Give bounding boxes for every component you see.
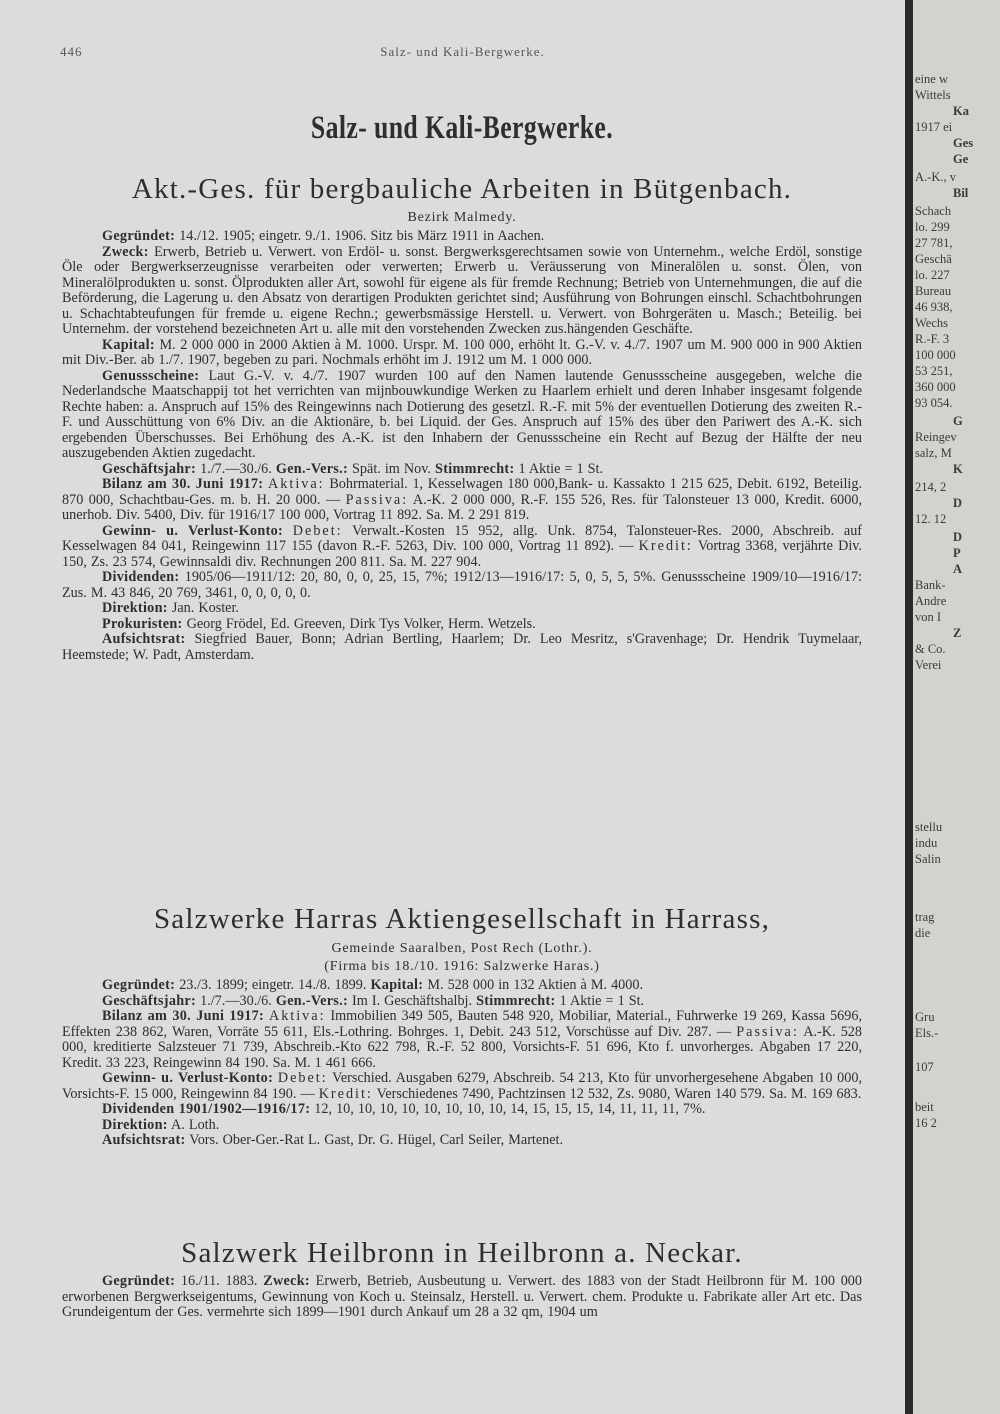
next-page-fragment: G [953, 414, 963, 428]
founded-text: 14./12. 1905; eingetr. 9./1. 1906. Sitz bis März 1911 in Aachen. [175, 228, 545, 244]
fiscal-year-label: Geschäftsjahr: [102, 460, 197, 477]
running-head [60, 44, 865, 62]
purpose-label: Zweck: [263, 1273, 310, 1289]
supervisory-board-label: Aufsichtsrat: [102, 1132, 186, 1148]
capital-text: M. 528 000 in 132 Aktien à M. 4000. [423, 977, 644, 993]
supervisory-board-label: Aufsichtsrat: [102, 631, 186, 647]
supervisory-board-text: Vors. Ober-Ger.-Rat L. Gast, Dr. G. Hügel, Carl Seiler, Martenet. [185, 1132, 564, 1148]
fiscal-year-paragraph [62, 462, 862, 478]
next-page-fragment: Ge [953, 152, 969, 166]
next-page-fragment: R.-F. 3 [915, 332, 950, 346]
entry-title: Akt.-Ges. für bergbauliche Arbeiten in Bütgenbach. [131, 173, 793, 205]
management-text: Jan. Koster. [167, 600, 239, 616]
credit-label: Kredit: [638, 538, 693, 554]
credit-text: Vortrag 3368, verjährte Div. 150, Zs. 23 574, Gewinnsaldi div. Rechnungen 200 811. Sa. M. 227 904. [62, 538, 862, 570]
entry-subtitle-former-name: (Firma bis 18./10. 1916: Salzwerke Haras.) [324, 959, 600, 974]
purpose-text: Erwerb, Betrieb u. Verwert. von Erdöl- u. sonst. Bergwerksgerechtsamen sowie von Unternehm., welche Erdöl, sonstige Öle oder Bergwerkserzeugnisse verarbeiten oder verwerten; Erwerb u. Veräusserung von Mineralölen u. sonst. Ölen, von Mineralölprodukten u. sonst. Ölprodukten aller Art, sowohl für eigene als für fremde Rechnung; Betrieb von Unternehmungen, die auf die Beförderung, die Lagerung u. den Absatz von derartigen Produkten gerichtet sind; Ausführung von Bohrungen einschl. Schachtbohrungen u. Schachtabteufungen für fremde u. eigene Rechn.; gewerbsmässige Herstell. u. Verwert. von Bohrgeräten u. Masch.; Beteilig. bei Unternehm. der vorstehend bezeichneten Art u. alle mit den vorstehenden Zwecken zus.hängenden Geschäfte. [62, 243, 862, 337]
next-page-fragment: A [953, 562, 963, 576]
running-title: Salz- und Kali-Bergwerke. [380, 44, 545, 59]
founded-label: Gegründet: [102, 1273, 176, 1289]
next-page-fragment: P [953, 546, 961, 560]
book-gutter [905, 0, 913, 1414]
entry-heilbronn [62, 1236, 862, 1321]
fiscal-year-paragraph [62, 994, 862, 1010]
next-page-fragment: stellu [915, 820, 943, 834]
entry-title: Salzwerke Harras Aktiengesellschaft in Harrass, [153, 903, 771, 935]
adjacent-page-edge [913, 0, 1000, 1414]
next-page-fragment: Ges [953, 136, 974, 150]
next-page-fragment: Bureau [915, 284, 952, 298]
capital-text: M. 2 000 000 in 2000 Aktien à M. 1000. Urspr. M. 100 000, erhöht lt. G.-V. v. 4./7. 1907 um M. 900 000 in 900 Aktien mit Div.-Ber. ab 1./7. 1907, begeben zu pari. Nochmals erhöht im J. 1912 um M. 1 000 000. [62, 336, 862, 368]
authorized-officers-paragraph [62, 617, 862, 633]
next-page-fragment: von I [915, 610, 942, 624]
next-page-fragment: 27 781, [915, 236, 953, 250]
general-meeting-text: Spät. im Nov. [348, 460, 435, 477]
dividends-label: Dividenden 1901/1902—1916/17: [102, 1101, 311, 1117]
dividends-text: 1905/06—1911/12: 20, 80, 0, 0, 25, 15, 7%; 1912/13—1916/17: 5, 0, 5, 5, 5%. Genussscheine 1909/10—1916/17: Zus. M. 43 846, 20 769, 3461, 0, 0, 0, 0, 0. [62, 569, 862, 601]
entry-buetgenbach [62, 172, 862, 663]
entry-subtitle: Bezirk Malmedy. [407, 210, 517, 225]
fiscal-year-text: 1./7.—30./6. [196, 460, 276, 477]
page-number: 446 [60, 44, 83, 59]
section-title: Salz- und Kali-Bergwerke. [310, 110, 614, 146]
general-meeting-label: Gen.-Vers.: [275, 460, 348, 477]
next-page-fragment: eine w [915, 72, 948, 86]
general-meeting-text: Im I. Geschäftshalbj. [348, 992, 477, 1009]
assets-text: Immobilien 349 505, Bauten 548 920, Mobiliar, Material., Fuhrwerke 19 269, Kassa 5696, Effekten 238 862, Waren, Vorräte 55 611, Els.-Lothring. Bohrges. 1, Debit. 243 512, Vorschüsse auf Div. 287. — [62, 1008, 863, 1040]
next-page-fragment: Gru [915, 1010, 935, 1024]
next-page-fragment: Salin [915, 852, 941, 866]
management-label: Direktion: [102, 600, 168, 616]
entry-title: Salzwerk Heilbronn in Heilbronn a. Neckar. [181, 1237, 743, 1269]
entry-subtitle: Gemeinde Saaralben, Post Rech (Lothr.). [331, 941, 593, 956]
liabilities-label: Passiva: [345, 491, 409, 508]
next-page-fragment: & Co. [915, 642, 946, 656]
next-page-fragment: 214, 2 [915, 480, 947, 494]
capital-paragraph [62, 338, 862, 369]
dividends-text: 12, 10, 10, 10, 10, 10, 10, 10, 10, 14, 15, 15, 15, 14, 11, 11, 11, 7%. [310, 1101, 706, 1117]
founded-purpose-paragraph [62, 1274, 862, 1321]
founded-label: Gegründet: [102, 977, 176, 993]
credit-label: Kredit: [318, 1085, 373, 1102]
next-page-fragment: Ka [953, 104, 969, 118]
debit-label: Debet: [277, 1070, 328, 1086]
next-page-fragment: Bank- [915, 578, 946, 592]
profit-loss-paragraph [62, 1071, 862, 1102]
balance-label: Bilanz am 30. Juni 1917: [102, 1008, 265, 1024]
founded-text: 23./3. 1899; eingetr. 14./8. 1899. [175, 977, 371, 993]
next-page-fragment: K [953, 462, 963, 476]
founded-label: Gegründet: [102, 228, 176, 244]
management-paragraph [62, 601, 862, 617]
profit-loss-label: Gewinn- u. Verlust-Konto: [102, 1070, 274, 1086]
founded-paragraph [62, 978, 862, 994]
dividends-label: Dividenden: [102, 569, 180, 585]
assets-text: Bohrmaterial. 1, Kesselwagen 180 000,Bank- u. Kassakto 1 215 625, Debit. 6192, Beteilig. 870 000, Schachtbau-Ges. m. b. H. 20 000. — [62, 476, 863, 508]
supervisory-board-paragraph [62, 632, 862, 663]
participation-certificates-paragraph [62, 369, 862, 462]
purpose-paragraph [62, 245, 862, 338]
balance-label: Bilanz am 30. Juni 1917: [102, 476, 264, 492]
fiscal-year-text: 1./7.—30./6. [196, 992, 276, 1009]
assets-label: Aktiva: [268, 476, 325, 492]
next-page-fragment: beit [915, 1100, 934, 1114]
next-page-fragment: 12. 12 [915, 512, 947, 526]
debit-label: Debet: [292, 522, 343, 539]
next-page-fragment: Wittels [915, 88, 951, 102]
profit-loss-label: Gewinn- u. Verlust-Konto: [102, 522, 284, 539]
next-page-fragment: 360 000 [915, 380, 956, 394]
management-paragraph [62, 1118, 862, 1134]
profit-loss-paragraph [62, 524, 862, 571]
authorized-officers-label: Prokuristen: [102, 615, 183, 632]
credit-text: Verschiedenes 7490, Pachtzinsen 12 532, Zs. 9080, Waren 140 579. Sa. M. 169 683. [372, 1085, 862, 1102]
next-page-fragment: Andre [915, 594, 947, 608]
authorized-officers-text: Georg Frödel, Ed. Greeven, Dirk Tys Volker, Herm. Wetzels. [182, 615, 536, 632]
next-page-fragment: Z [953, 626, 962, 640]
dividends-paragraph [62, 1102, 862, 1118]
next-page-fragment: D [953, 496, 963, 510]
founded-paragraph [62, 229, 862, 245]
voting-right-label: Stimmrecht: [435, 460, 515, 477]
next-page-fragment: 100 000 [915, 348, 956, 362]
liabilities-label: Passiva: [736, 1023, 799, 1040]
section-title-block [62, 108, 862, 148]
next-page-fragment: A.-K., v [915, 170, 956, 184]
voting-right-text: 1 Aktie = 1 St. [514, 460, 604, 477]
next-page-fragment: Geschä [915, 252, 952, 266]
next-page-fragment: Reingev [915, 430, 957, 444]
next-page-fragment: indu [915, 836, 938, 850]
next-page-fragment: lo. 299 [915, 220, 950, 234]
purpose-text: Erwerb, Betrieb, Ausbeutung u. Verwert. des 1883 von der Stadt Heilbronn für M. 100 000 erworbenen Bergwerkseigentums, Gewinnung von Koch u. Steinsalz, Herstell. u. Verwert. chem. Produkte u. Fabrikate aller Art etc. Das Grundeigentum der Ges. vermehrte sich 1899—1901 durch Ankauf um 28 a 32 qm, 1904 um [62, 1273, 862, 1320]
next-page-fragment: D [953, 530, 963, 544]
debit-text: Verwalt.-Kosten 15 952, allg. Unk. 8754, Talonsteuer-Res. 2000, Abschreib. auf Kesselwagen 84 041, Reingewinn 117 155 (davon R.-F. 5263, Div. 100 000, Vortrag 11 892). — [62, 522, 863, 554]
founded-text: 16./11. 1883. [175, 1273, 264, 1289]
general-meeting-label: Gen.-Vers.: [275, 992, 348, 1009]
entry-harras [62, 902, 862, 1149]
participation-certificates-label: Genussscheine: [102, 367, 200, 384]
fiscal-year-label: Geschäftsjahr: [102, 992, 197, 1009]
supervisory-board-text: Siegfried Bauer, Bonn; Adrian Bertling, Haarlem; Dr. Leo Mesritz, s'Gravenhage; Dr. Hendrik Tuymelaar, Heemstede; W. Padt, Amsterdam. [62, 631, 862, 663]
liabilities-text: A.-K. 2 000 000, R.-F. 155 526, Res. für Talonsteuer 13 000, Kredit. 6000, unerhob. Div. 5400, Div. für 1916/17 100 000, Vortrag 11 892. Sa. M. 2 291 819. [62, 491, 862, 523]
next-page-fragment: salz, M [915, 446, 952, 460]
capital-label: Kapital: [102, 336, 155, 353]
capital-label: Kapital: [370, 977, 424, 993]
next-page-fragment: 93 054. [915, 396, 953, 410]
next-page-fragment: lo. 227 [915, 268, 950, 282]
supervisory-board-paragraph [62, 1133, 862, 1149]
next-page-fragment: 107 [915, 1060, 934, 1074]
assets-label: Aktiva: [268, 1008, 326, 1024]
participation-certificates-text: Laut G.-V. v. 4./7. 1907 wurden 100 auf den Namen lautende Genussscheine ausgegeben, welche die Nederlandsche Maatschappij tot het verrichten van mijnbouwkundige Werken zu Haarlem erhielt und deren Inhaber insgesamt folgende Rechte haben: a. Anspruch auf 15% des Reingewinns nach Dotierung des gesetzl. R.-F. mit 5% der eventuellen Dotierung des zweiten R.-F. und Ausschüttung von 6% Div. an die Aktionäre, b. bei Liquid. der Ges. Anspruch auf 15% des über den Pariwert des A.-K. sich ergebenden Überschusses. Bei Erhöhung des A.-K. ist den Inhabern der Genussscheine ein Recht auf Bezug der Hälfte der neu auszugebenden Aktien zugedacht. [62, 367, 862, 461]
dividends-paragraph [62, 570, 862, 601]
voting-right-label: Stimmrecht: [476, 992, 556, 1009]
debit-text: Verschied. Ausgaben 6279, Abschreib. 54 213, Kto für unvorhergesehene Abgaben 10 000, Vorsichts-F. 15 000, Reingewinn 84 190. — [62, 1070, 862, 1102]
next-page-fragment: 1917 ei [915, 120, 953, 134]
next-page-fragment: Els.- [915, 1026, 939, 1040]
next-page-fragment: die [915, 926, 931, 940]
balance-paragraph [62, 477, 862, 524]
next-page-fragment: Wechs [915, 316, 949, 330]
next-page-fragment: 46 938, [915, 300, 953, 314]
management-label: Direktion: [102, 1116, 168, 1133]
next-page-fragment: 53 251, [915, 364, 953, 378]
balance-paragraph [62, 1009, 862, 1071]
management-text: A. Loth. [167, 1116, 220, 1133]
next-page-fragment: Schach [915, 204, 952, 218]
liabilities-text: A.-K. 528 000, kreditierte Salzsteuer 71 739, Abschreib.-Kto 622 798, R.-F. 52 800, Vorsichts-F. 51 696, Kto f. unvorherges. Abgaben 17 220, Kredit. 33 223, Reingewinn 84 190. Sa. M. 1 461 666. [62, 1023, 862, 1071]
next-page-fragment: 16 2 [915, 1116, 937, 1130]
next-page-fragment: trag [915, 910, 935, 924]
next-page-fragment: Verei [915, 658, 942, 672]
voting-right-text: 1 Aktie = 1 St. [555, 992, 645, 1009]
next-page-fragment: Bil [953, 186, 969, 200]
purpose-label: Zweck: [102, 243, 149, 260]
